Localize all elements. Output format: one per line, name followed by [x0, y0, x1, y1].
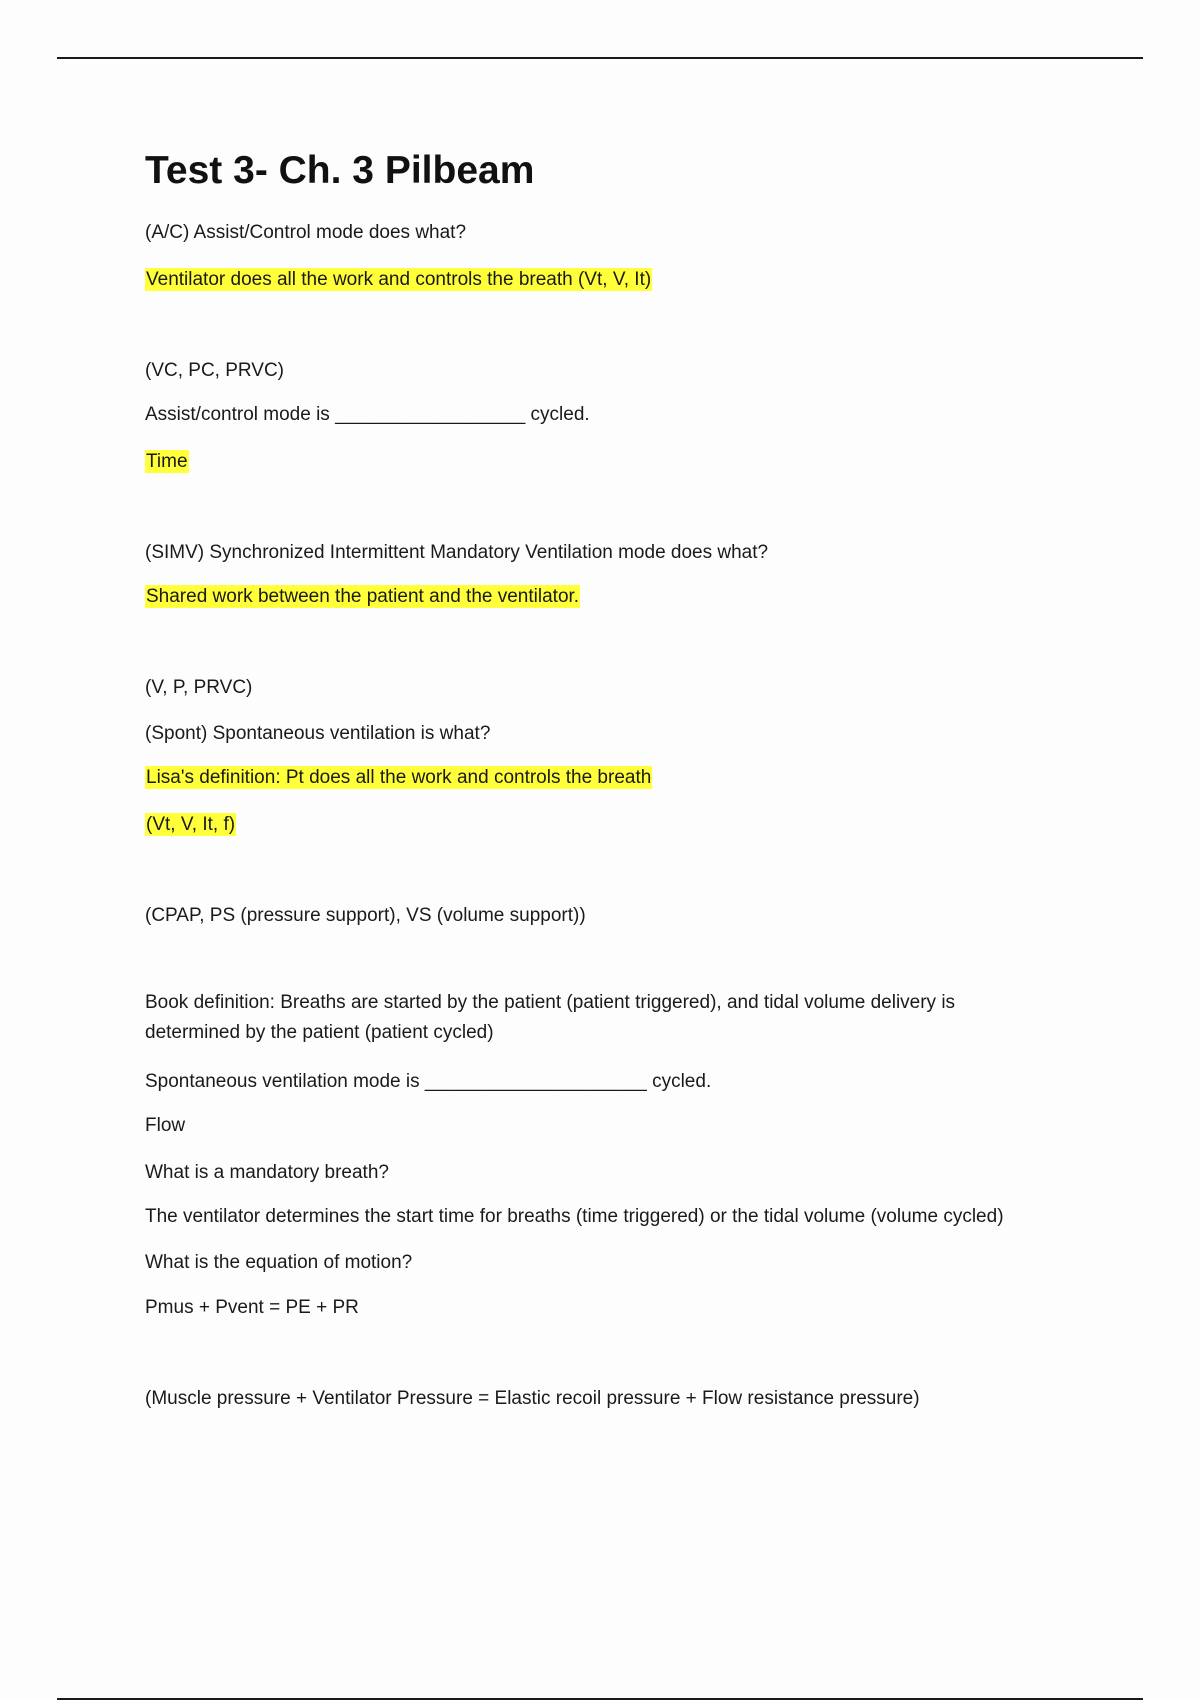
answer-spont-lisa: [145, 765, 652, 791]
question-mandatory-breath: What is a mandatory breath?: [145, 1162, 389, 1183]
answer-mandatory-breath: The ventilator determines the start time for breaths (time triggered) or the tidal volume (volume cycled): [145, 1206, 1004, 1227]
answer-spont-cycled: Flow: [145, 1115, 186, 1136]
answer-ac-mode: [145, 267, 652, 293]
spont-mode-types: (CPAP, PS (pressure support), VS (volume support)): [145, 905, 586, 926]
book-definition: Book definition: Breaths are started by the patient (patient triggered), and tidal volume delivery is determined by the patient (patient cycled): [145, 992, 956, 1043]
question-ac-mode: (A/C) Assist/Control mode does what?: [145, 222, 467, 243]
highlighted-answer: Shared work between the patient and the ventilator.: [146, 586, 580, 607]
answer-simv-mode: [145, 584, 580, 610]
top-rule: [57, 57, 1143, 59]
equation-explanation: (Muscle pressure + Ventilator Pressure = Elastic recoil pressure + Flow resistance pressure): [145, 1388, 920, 1409]
question-ac-cycled: Assist/control mode is __________________ cycled.: [145, 404, 590, 425]
answer-spont-params: [145, 812, 236, 838]
question-simv-mode: (SIMV) Synchronized Intermittent Mandatory Ventilation mode does what?: [145, 542, 769, 563]
answer-equation-motion: Pmus + Pvent = PE + PR: [145, 1297, 359, 1318]
highlighted-answer: Lisa's definition: Pt does all the work and controls the breath: [146, 767, 652, 788]
page-title: Test 3- Ch. 3 Pilbeam: [145, 149, 535, 192]
highlighted-answer: Time: [146, 451, 188, 472]
simv-mode-types: (V, P, PRVC): [145, 677, 253, 698]
ac-mode-types: (VC, PC, PRVC): [145, 360, 285, 381]
highlighted-answer: Ventilator does all the work and controls the breath (Vt, V, It): [146, 269, 652, 290]
question-equation-motion: What is the equation of motion?: [145, 1252, 413, 1273]
highlighted-answer: (Vt, V, It, f): [146, 814, 236, 835]
question-spont-cycled: Spontaneous ventilation mode is _____________________ cycled.: [145, 1071, 712, 1092]
answer-ac-cycled: [145, 449, 189, 475]
question-spont-mode: (Spont) Spontaneous ventilation is what?: [145, 723, 491, 744]
